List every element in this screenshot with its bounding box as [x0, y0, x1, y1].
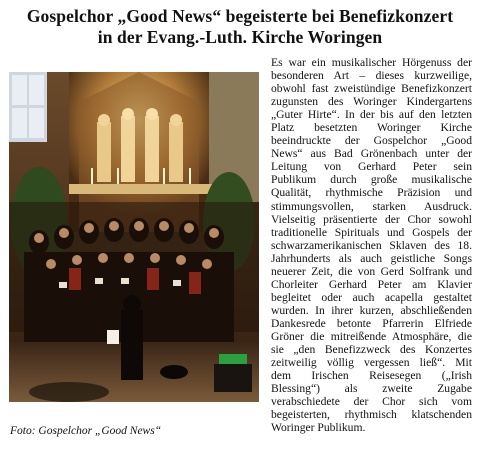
article-line: begleitet oder auch acapella gestaltet: [271, 290, 472, 304]
headline: [0, 6, 480, 48]
choir-photo-image: [9, 72, 259, 402]
article-line: Jahrhunderts als auch geistliche Songs: [271, 251, 472, 265]
article-line: News“ aus Bad Grönenbach unter der: [271, 147, 472, 161]
choir-photo: [9, 72, 259, 402]
article-line: Vielseitig präsentierte der Chor sowohl: [271, 212, 472, 226]
article-line: traditionelle Spirituals und Gospels der: [271, 225, 472, 239]
article-line: beeindruckte der Gospelchor „Good: [271, 134, 472, 148]
article-line: neuerer Zeit, die von Gerd Solfrank und: [271, 264, 472, 278]
article-line: wurden. In ihrer kurzen, abschließenden: [271, 303, 472, 317]
photo-caption: Foto: Gospelchor „Good News“: [10, 425, 162, 437]
headline-line-1: Gospelchor „Good News“ begeisterte bei Benefizkonzert: [26, 6, 454, 26]
article-line: zugunsten des Woringer Kindergartens: [271, 95, 472, 109]
article-line: schwarzamerikanischen Sklaven des 18.: [271, 238, 472, 252]
article-line: Publikum durch große musikalische: [271, 173, 472, 187]
headline-line-2: in der Evang.-Luth. Kirche Woringen: [97, 27, 383, 47]
article-line: Blessing“) als zweite Zugabe: [271, 382, 472, 396]
article-line: sie „den Benefizzweck des Konzertes: [271, 343, 472, 357]
article-line: Platz besetzten Woringer Kirche: [271, 121, 472, 135]
article-line: begeisterten, rhythmisch klatschenden: [271, 408, 472, 422]
article-line: Chorleiter Gerhard Peter am Klavier: [271, 277, 472, 291]
article-line: Es war ein musikalischer Hörgenuss der: [271, 56, 472, 69]
article-line: „Guter Hirte“. In der bis auf den letzten: [271, 108, 472, 122]
article-line: Qualität, rhythmische Präzision und: [271, 186, 472, 200]
article-line: Dankesrede betonte Pfarrerin Elfriede: [271, 316, 472, 330]
article-line: verabschiedete der Chor sich vom: [271, 395, 472, 409]
article-line: Woringer Publikum.: [271, 421, 366, 435]
article-body: [271, 56, 472, 434]
article-line: stimmungsvollen, starken Ausdruck.: [271, 199, 472, 213]
article-line: Leitung von Gerhard Peter sein: [271, 160, 472, 174]
article-line: Gröner die mitreißende Atmosphäre, die: [271, 329, 472, 343]
article-line: zeitweilig völlig vergessen ließ“. Mit: [271, 356, 472, 370]
article-line: dem Irischen Reisesegen („Irish: [271, 369, 472, 383]
article-line: obwohl fast zweistündige Benefizkonzert: [271, 82, 472, 96]
article-line: besonderen Art – dieses kurzweilige,: [271, 69, 472, 83]
